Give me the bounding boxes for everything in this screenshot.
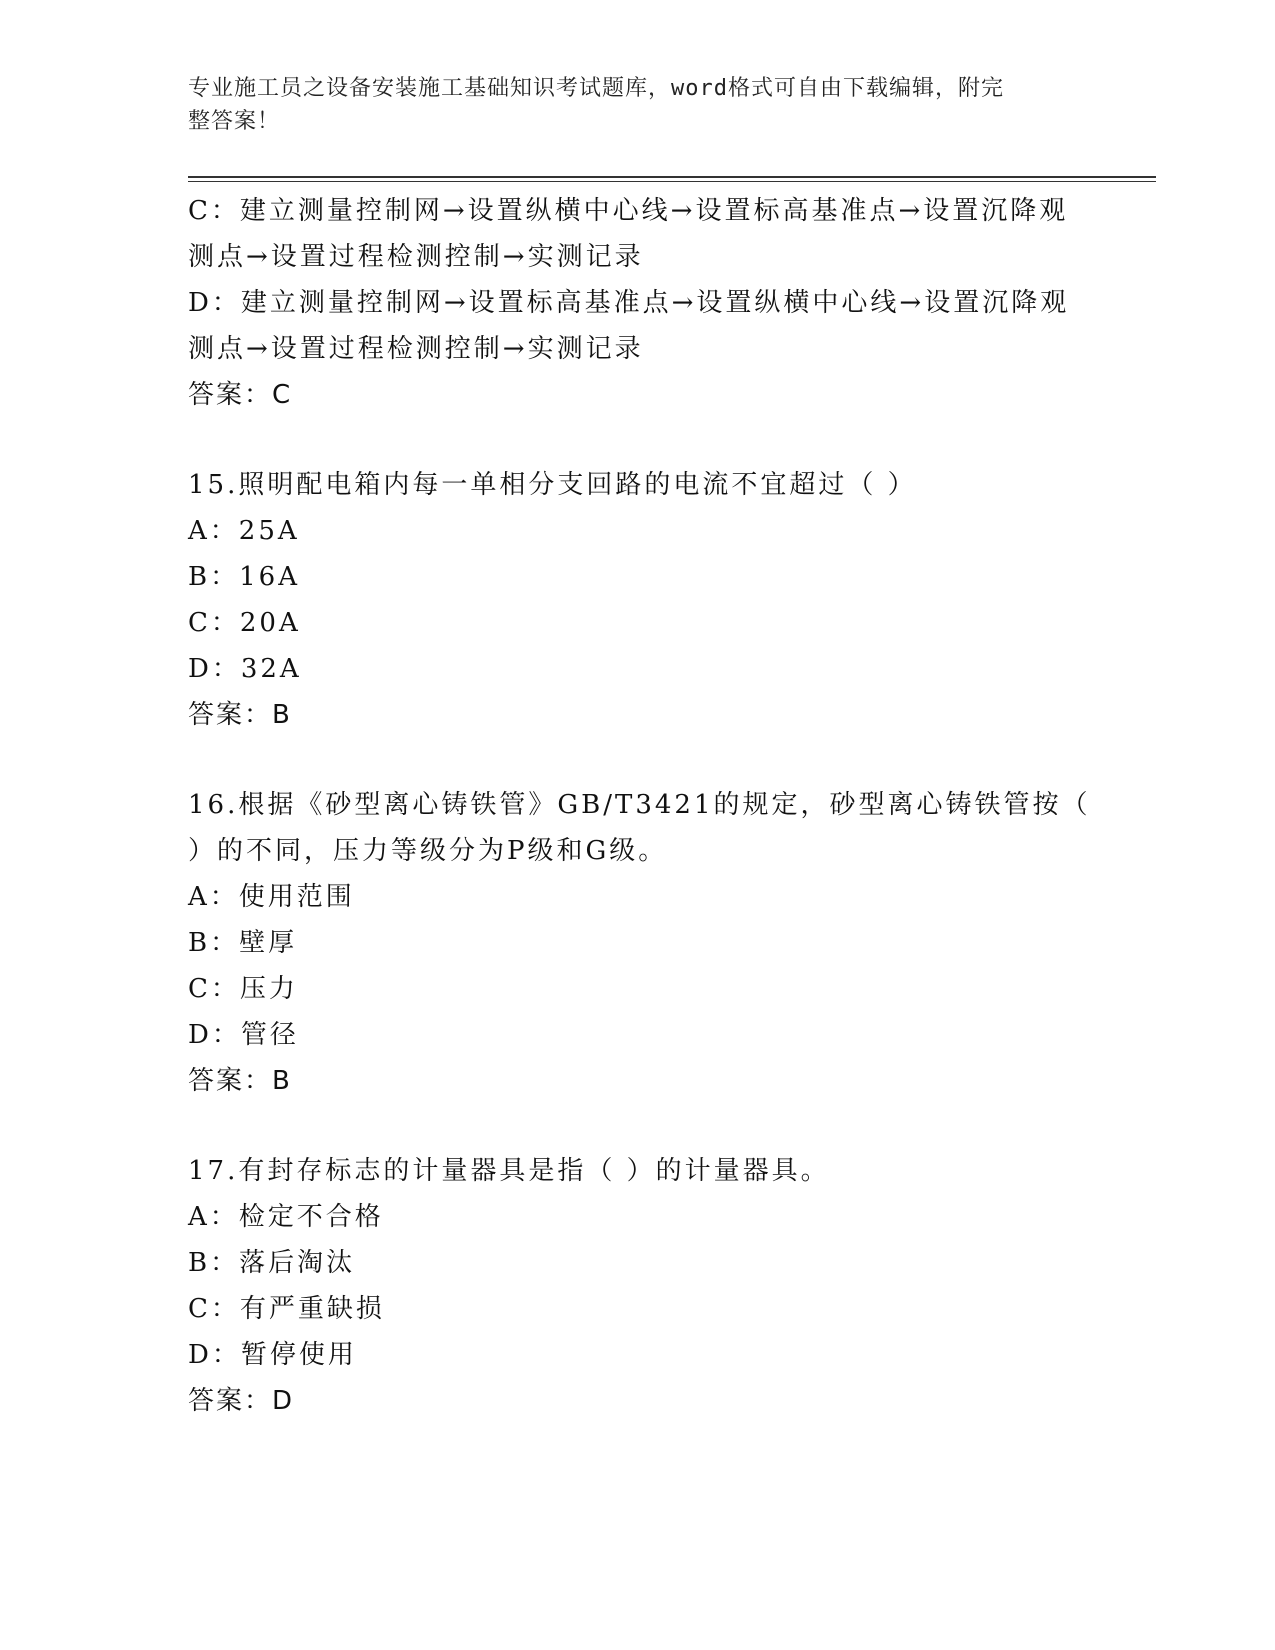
option-a: A：使用范围 xyxy=(188,882,355,912)
header-line-1: 专业施工员之设备安装施工基础知识考试题库，word格式可自由下载编辑，附完 xyxy=(188,76,1004,101)
option-d: D：管径 xyxy=(188,1020,299,1050)
question-14-tail xyxy=(188,188,1088,418)
question-list xyxy=(188,188,1091,1424)
header-line-2: 整答案！ xyxy=(188,109,281,134)
header-divider-thick xyxy=(188,176,1156,178)
header-divider-thin xyxy=(188,181,1156,182)
spacer xyxy=(188,738,1088,782)
spacer xyxy=(188,418,1088,462)
option-c-line-2: 测点→设置过程检测控制→实测记录 xyxy=(188,242,644,272)
option-b: B：落后淘汰 xyxy=(188,1248,356,1278)
answer-line: 答案：D xyxy=(188,1386,295,1416)
option-d: D：暂停使用 xyxy=(188,1340,357,1370)
option-a: A：检定不合格 xyxy=(188,1202,384,1232)
answer-line: 答案：C xyxy=(188,380,293,410)
option-c: C：有严重缺损 xyxy=(188,1294,385,1324)
option-d: D：32A xyxy=(188,654,302,684)
answer-line: 答案：B xyxy=(188,700,292,730)
option-d-line-1: D：建立测量控制网→设置标高基准点→设置纵横中心线→设置沉降观 xyxy=(188,288,1070,318)
answer-line: 答案：B xyxy=(188,1066,292,1096)
option-a: A：25A xyxy=(188,516,300,546)
question-17 xyxy=(188,1148,1088,1424)
question-stem-continued: ）的不同，压力等级分为P级和G级。 xyxy=(188,836,668,866)
question-16 xyxy=(188,782,1091,1104)
question-15 xyxy=(188,462,1088,738)
option-c: C：压力 xyxy=(188,974,298,1004)
option-b: B：壁厚 xyxy=(188,928,298,958)
option-c-line-1: C：建立测量控制网→设置纵横中心线→设置标高基准点→设置沉降观 xyxy=(188,196,1069,226)
question-stem: 16.根据《砂型离心铸铁管》GB/T3421的规定，砂型离心铸铁管按（ xyxy=(188,790,1091,820)
spacer xyxy=(188,1104,1088,1148)
option-d-line-2: 测点→设置过程检测控制→实测记录 xyxy=(188,334,644,364)
question-stem: 17.有封存标志的计量器具是指（ ）的计量器具。 xyxy=(188,1156,830,1186)
document-header xyxy=(188,72,1068,138)
option-c: C：20A xyxy=(188,608,301,638)
option-b: B：16A xyxy=(188,562,300,592)
question-stem: 15.照明配电箱内每一单相分支回路的电流不宜超过（ ） xyxy=(188,470,917,500)
